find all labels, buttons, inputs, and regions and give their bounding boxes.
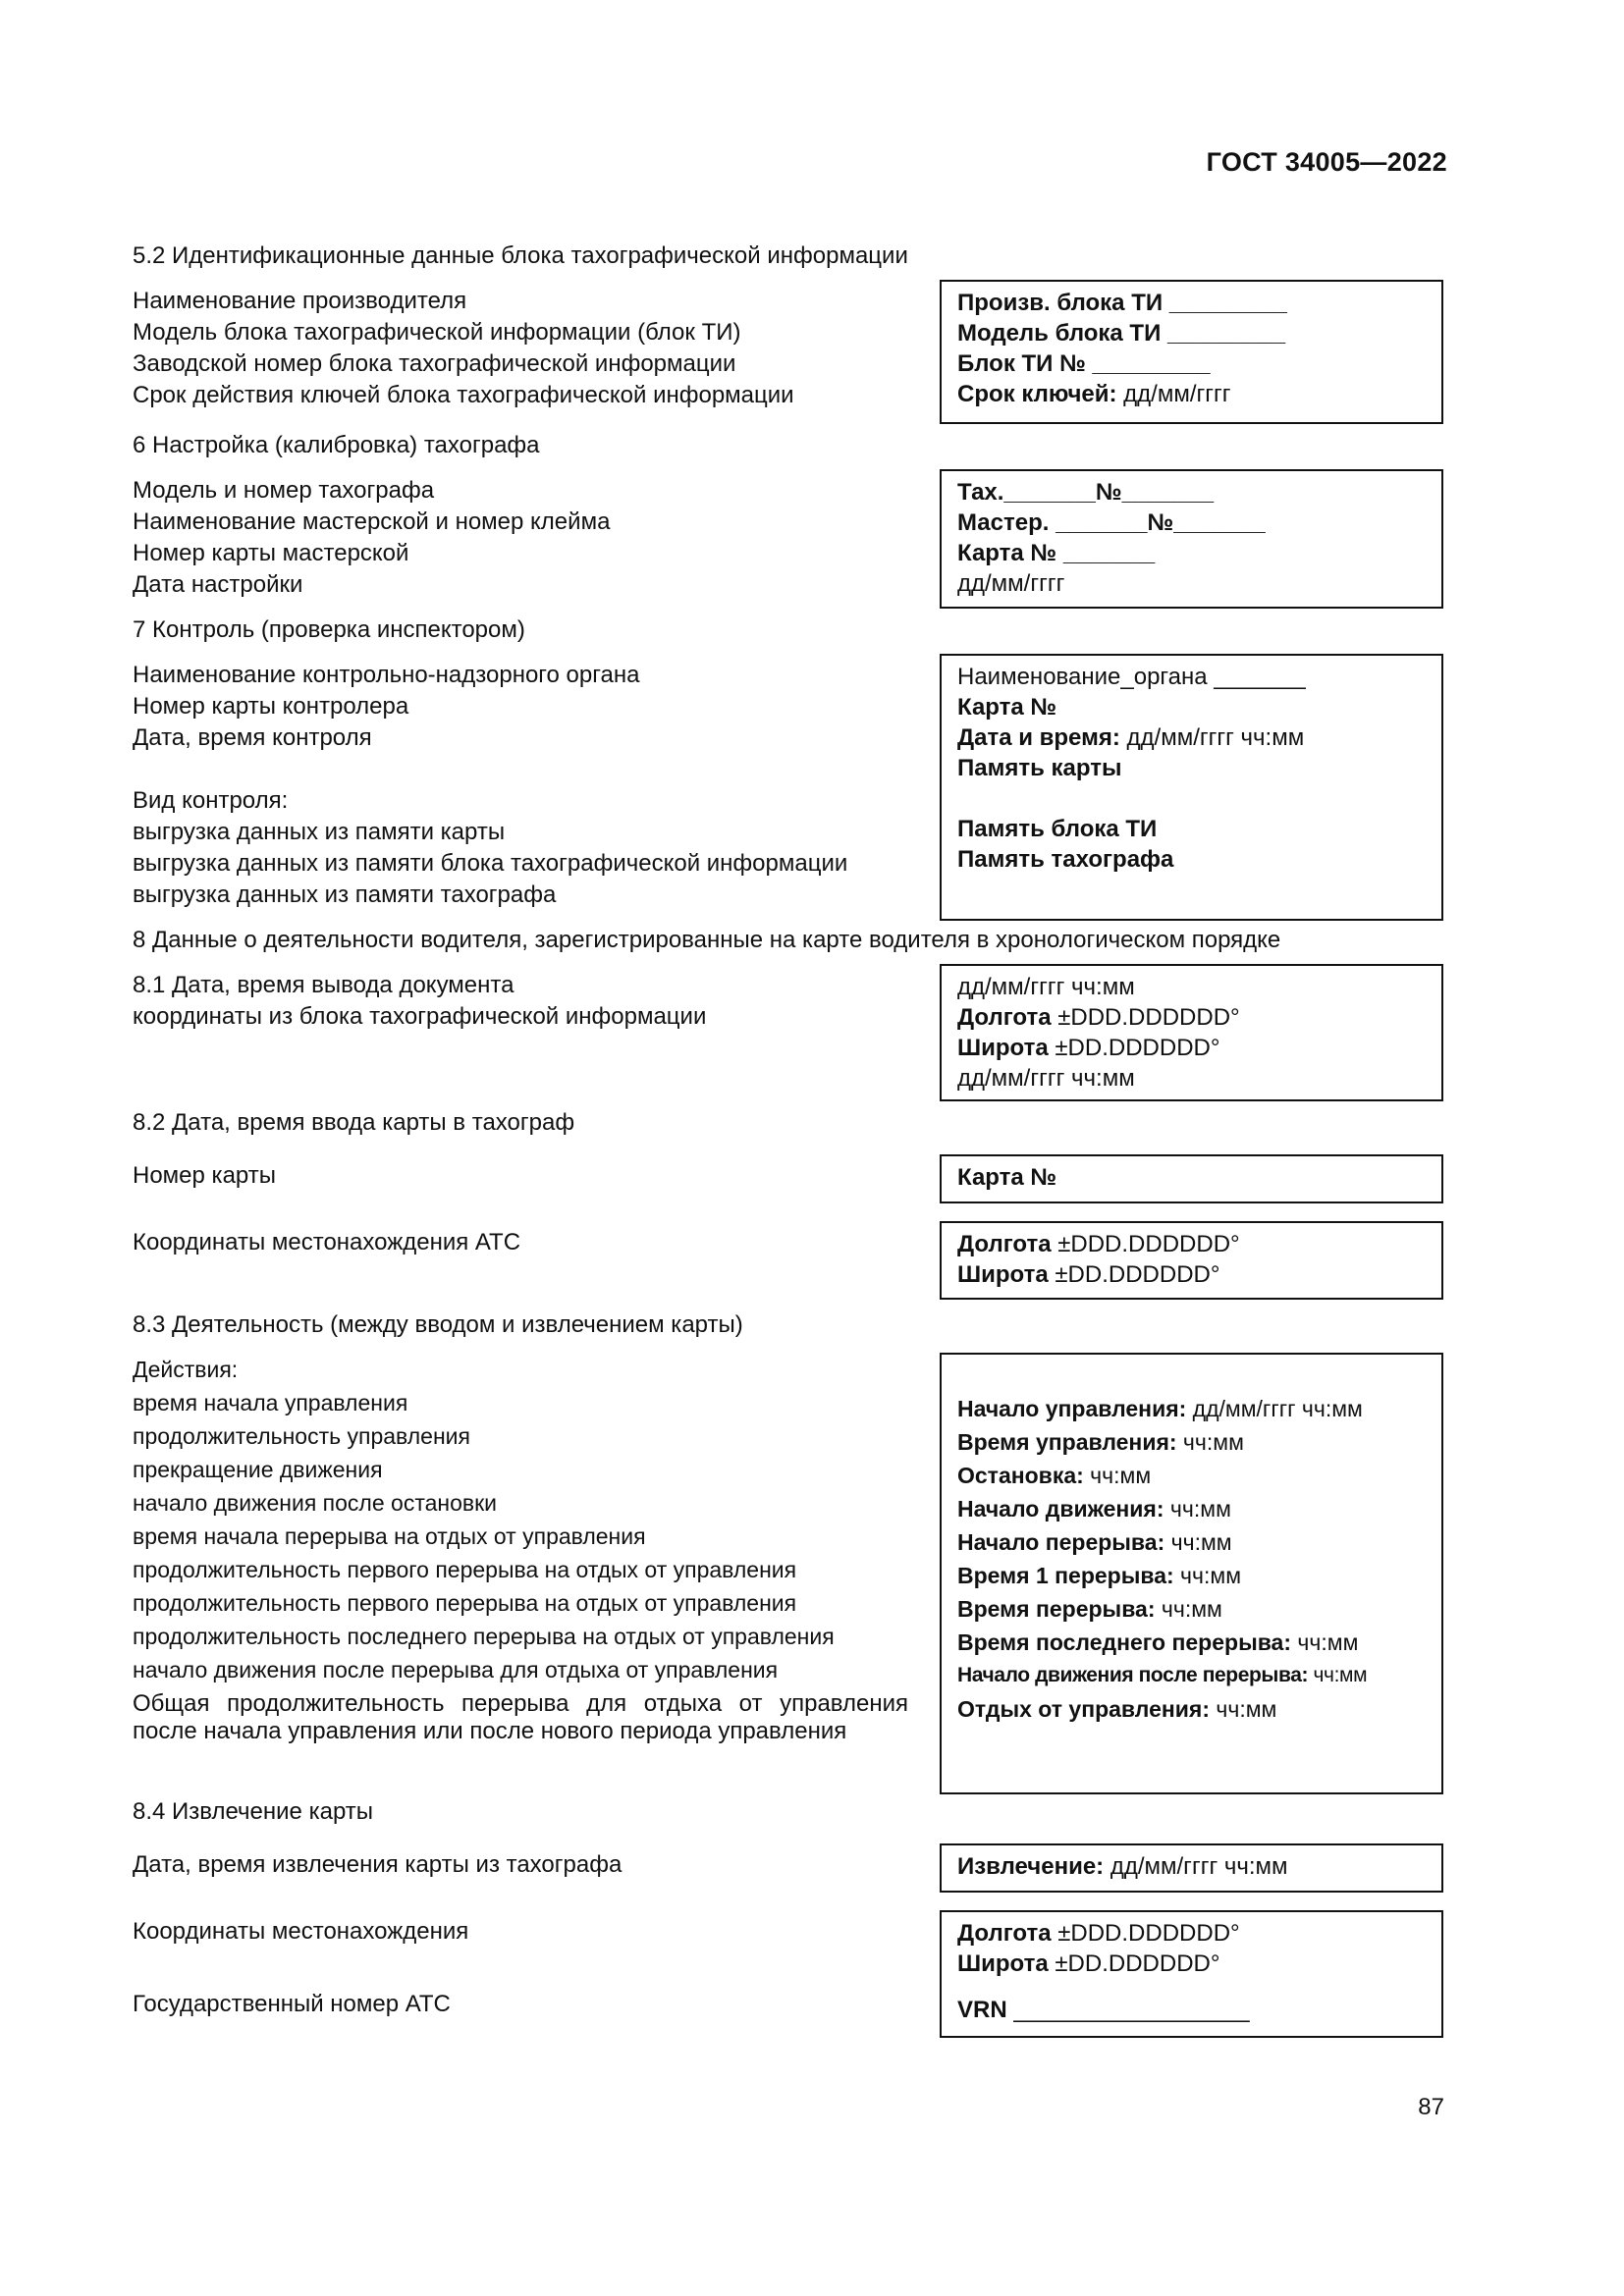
box-value: чч:мм [1176, 1429, 1244, 1455]
box-value: ±DDD.DDDDDD° [1051, 1004, 1240, 1031]
manufacturer-info-box [940, 280, 1443, 424]
box-line [957, 1392, 1428, 1425]
box-line [957, 662, 1428, 692]
box-line [957, 1459, 1428, 1492]
box-key: Долгота [957, 1004, 1052, 1031]
box-line [957, 1002, 1428, 1033]
box-key: Карта № [957, 1164, 1057, 1191]
label-line: время начала перерыва на отдых от управления [133, 1523, 646, 1549]
total-break-paragraph: Общая продолжительность перерыва для отдыха от управления после начала управления или после нового периода управления [133, 1690, 908, 1744]
box-key: Время перерыва: [957, 1596, 1156, 1622]
vrn-label: Государственный номер АТС [133, 1991, 451, 2017]
box-line [957, 568, 1428, 599]
box-value: чч:мм [1173, 1563, 1242, 1588]
label-spacer [133, 754, 918, 785]
box-key: Модель блока ТИ _________ [957, 320, 1286, 347]
section-8-4-removal-row [133, 1843, 1443, 1893]
box-value: дд/мм/гггг чч:мм [1186, 1396, 1363, 1421]
box-value: ±DDD.DDDDDD° [1051, 1920, 1240, 1947]
section-7-labels [133, 654, 918, 911]
label-line: начало движения после остановки [133, 1490, 498, 1516]
inspection-box [940, 654, 1443, 921]
label-line: Наименование контрольно-надзорного органа [133, 662, 640, 688]
section-8-4-coord-label-wrap [133, 1910, 918, 1948]
calibration-box [940, 469, 1443, 609]
box-line [957, 753, 1428, 783]
label-line: Действия: [133, 1357, 239, 1382]
box-key: Время 1 перерыва: [957, 1563, 1174, 1588]
section-8-2-coord-row [133, 1221, 1443, 1300]
section-heading-5-2: 5.2 Идентификационные данные блока тахографической информации [133, 242, 908, 269]
box-value: ±DD.DDDDDD° [1048, 1950, 1220, 1977]
box-line [957, 379, 1428, 409]
box-line [957, 348, 1428, 379]
section-heading-8: 8 Данные о деятельности водителя, зарегистрированные на карте водителя в хронологическом порядке [133, 927, 1281, 953]
label-line: продолжительность последнего перерыва на отдых от управления [133, 1624, 835, 1649]
box-line [957, 1659, 1428, 1692]
box-line [957, 1229, 1428, 1259]
box-value: чч:мм [1291, 1629, 1359, 1655]
box-value: чч:мм [1164, 1496, 1231, 1522]
label-line: продолжительность управления [133, 1423, 470, 1449]
box-line [957, 1559, 1428, 1592]
label-line: прекращение движения [133, 1457, 383, 1482]
box-key: Долгота [957, 1231, 1052, 1257]
box-key: Широта [957, 1261, 1049, 1288]
section-heading-6: 6 Настройка (калибровка) тахографа [133, 432, 540, 458]
box-key: Мастер. _______№_______ [957, 509, 1266, 536]
label-line: Модель и номер тахографа [133, 477, 435, 504]
box-line [957, 692, 1428, 722]
label-line: координаты из блока тахографической информации [133, 1003, 707, 1030]
box-value: дд/мм/гггг чч:мм [957, 974, 1135, 1000]
coordinates-label: Координаты местонахождения [133, 1918, 469, 1945]
box-value: __________________ [1006, 1997, 1250, 2023]
section-7-row [133, 654, 1443, 921]
label-line: Наименование производителя [133, 288, 467, 314]
box-line [957, 972, 1428, 1002]
label-line: Дата, время контроля [133, 724, 372, 751]
box-value: чч:мм [1083, 1463, 1152, 1488]
label-line: Номер карты контролера [133, 693, 409, 720]
box-line [957, 1692, 1428, 1726]
box-key: Тах._______№_______ [957, 479, 1215, 506]
card-removal-box [940, 1843, 1443, 1893]
section-6-row [133, 469, 1443, 609]
section-5-2-row [133, 280, 1443, 424]
box-key: Произв. блока ТИ _________ [957, 290, 1287, 316]
coordinates-label: Координаты местонахождения АТС [133, 1229, 521, 1255]
box-line [957, 1492, 1428, 1525]
vehicle-coordinates-box [940, 1221, 1443, 1300]
section-8-2-card-label-wrap [133, 1154, 918, 1192]
box-line [957, 1918, 1428, 1949]
box-line [957, 1162, 1428, 1193]
label-line: Заводской номер блока тахографической информации [133, 350, 736, 377]
box-line [957, 844, 1428, 875]
box-line [957, 1425, 1428, 1459]
box-spacer [957, 783, 1428, 814]
box-value: ±DDD.DDDDDD° [1051, 1231, 1240, 1257]
box-key: Начало перерыва: [957, 1529, 1165, 1555]
box-line [957, 1592, 1428, 1626]
removal-coordinates-box [940, 1910, 1443, 2038]
box-key: Извлечение: [957, 1853, 1105, 1880]
box-value: дд/мм/гггг [1116, 381, 1231, 407]
label-line: выгрузка данных из памяти тахографа [133, 881, 557, 908]
section-heading-7: 7 Контроль (проверка инспектором) [133, 616, 525, 643]
section-heading-8-3: 8.3 Деятельность (между вводом и извлечением карты) [133, 1311, 743, 1338]
box-key: Широта [957, 1950, 1049, 1977]
label-line: Вид контроля: [133, 787, 289, 814]
box-line [957, 1063, 1428, 1094]
section-6-labels [133, 469, 918, 601]
label-line: начало движения после перерыва для отдыха от управления [133, 1657, 779, 1682]
box-line [957, 318, 1428, 348]
label-line: выгрузка данных из памяти карты [133, 819, 506, 845]
section-8-1-row [133, 964, 1443, 1101]
document-output-box [940, 964, 1443, 1101]
card-number-box [940, 1154, 1443, 1203]
box-key: Время последнего перерыва: [957, 1629, 1292, 1655]
section-8-1-labels [133, 964, 918, 1033]
document-header-standard: ГОСТ 34005—2022 [1206, 147, 1447, 177]
removal-label: Дата, время извлечения карты из тахографа [133, 1851, 623, 1878]
label-line: 8.1 Дата, время вывода документа [133, 972, 514, 998]
section-8-4-removal-label-wrap [133, 1843, 918, 1881]
box-key: Начало движения после перерыва: [957, 1664, 1309, 1686]
box-key: Карта № _______ [957, 540, 1156, 566]
box-line [957, 1995, 1428, 2025]
document-body [133, 240, 1443, 2023]
box-value: дд/мм/гггг чч:мм [1119, 724, 1305, 751]
section-8-3-labels [133, 1353, 918, 1745]
box-line [957, 722, 1428, 753]
label-line: выгрузка данных из памяти блока тахографической информации [133, 850, 848, 877]
box-key: Широта [957, 1035, 1049, 1061]
label-line: продолжительность первого перерыва на отдых от управления [133, 1590, 797, 1616]
box-key: VRN [957, 1997, 1007, 2023]
label-line: Номер карты мастерской [133, 540, 409, 566]
page-number: 87 [1418, 2094, 1444, 2120]
box-key: Блок ТИ № _________ [957, 350, 1211, 377]
section-5-2-labels [133, 280, 918, 411]
box-key: Отдых от управления: [957, 1696, 1210, 1722]
box-value: чч:мм [1209, 1696, 1277, 1722]
box-key: Память тахографа [957, 846, 1174, 873]
label-line: Срок действия ключей блока тахографической информации [133, 382, 794, 408]
activity-box [940, 1353, 1443, 1794]
box-key: Дата и время: [957, 724, 1120, 751]
vrn-label-wrap [133, 1989, 918, 2020]
box-value: ±DD.DDDDDD° [1048, 1035, 1220, 1061]
box-value: ±DD.DDDDDD° [1048, 1261, 1220, 1288]
section-8-2-coord-label-wrap [133, 1221, 918, 1258]
box-value: дд/мм/гггг чч:мм [957, 1065, 1135, 1092]
section-heading-8-4: 8.4 Извлечение карты [133, 1798, 374, 1825]
box-value: Наименование_органа _______ [957, 664, 1306, 690]
label-line: время начала управления [133, 1390, 408, 1415]
box-key: Срок ключей: [957, 381, 1117, 407]
box-key: Память блока ТИ [957, 816, 1158, 842]
box-key: Память карты [957, 755, 1122, 781]
section-heading-8-2: 8.2 Дата, время ввода карты в тахограф [133, 1109, 575, 1136]
box-value: чч:мм [1308, 1664, 1368, 1686]
box-line [957, 538, 1428, 568]
box-line [957, 1949, 1428, 1979]
box-line [957, 1626, 1428, 1659]
box-line [957, 1259, 1428, 1290]
box-key: Долгота [957, 1920, 1052, 1947]
box-line [957, 288, 1428, 318]
label-line: Наименование мастерской и номер клейма [133, 508, 611, 535]
box-key: Остановка: [957, 1463, 1084, 1488]
box-value: чч:мм [1164, 1529, 1232, 1555]
section-8-3-row [133, 1353, 1443, 1794]
label-line: продолжительность первого перерыва на отдых от управления [133, 1557, 797, 1582]
box-line [957, 1033, 1428, 1063]
box-line [957, 1525, 1428, 1559]
section-8-2-card-row [133, 1154, 1443, 1203]
label-line: Модель блока тахографической информации (блок ТИ) [133, 319, 741, 346]
box-line [957, 507, 1428, 538]
box-value: дд/мм/гггг [957, 570, 1065, 597]
box-key: Карта № [957, 694, 1057, 721]
box-value: чч:мм [1155, 1596, 1222, 1622]
box-key: Начало движения: [957, 1496, 1164, 1522]
card-number-label: Номер карты [133, 1162, 276, 1189]
label-line: Дата настройки [133, 571, 303, 598]
box-line [957, 477, 1428, 507]
box-line [957, 814, 1428, 844]
box-value: дд/мм/гггг чч:мм [1104, 1853, 1288, 1880]
box-key: Время управления: [957, 1429, 1177, 1455]
box-key: Начало управления: [957, 1396, 1187, 1421]
box-line [957, 1851, 1428, 1882]
